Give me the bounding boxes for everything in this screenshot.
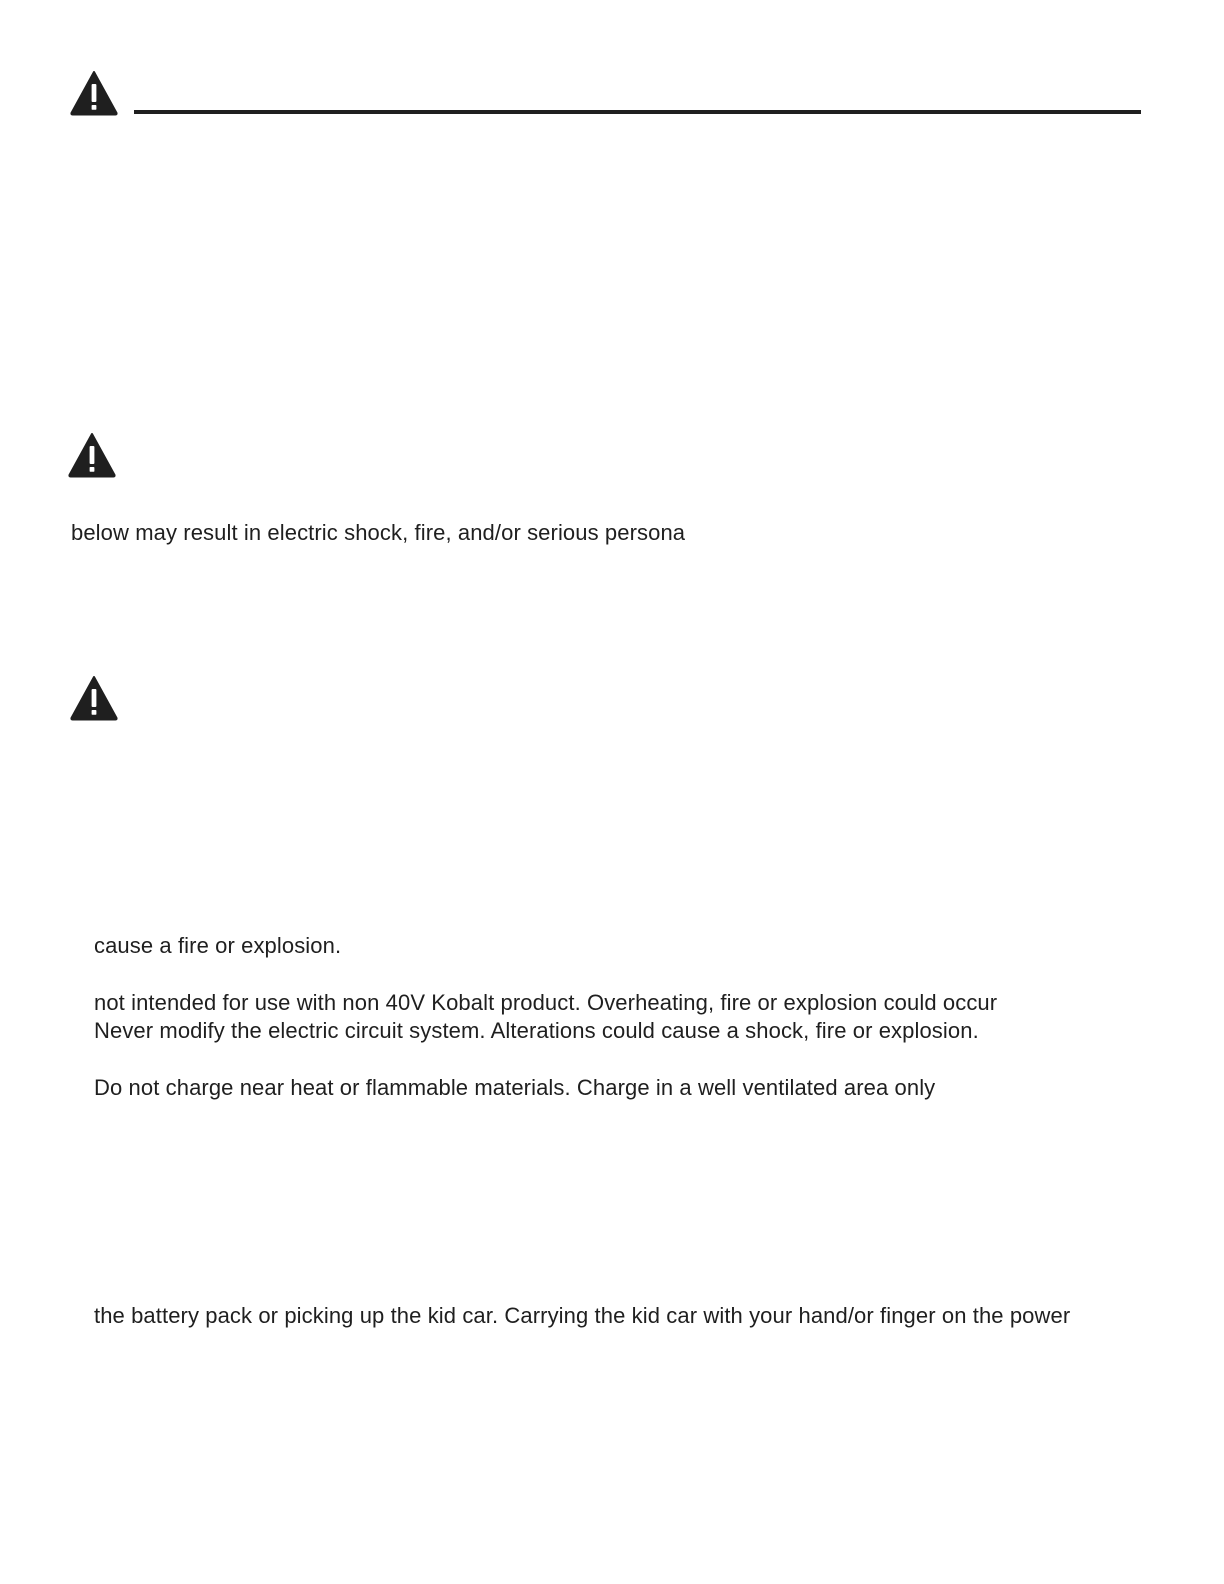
warning-text-line: below may result in electric shock, fire, and/or serious persona bbox=[71, 520, 686, 545]
warning-triangle-icon bbox=[70, 70, 118, 116]
header-rule bbox=[134, 110, 1141, 114]
warning-text-line: the battery pack or picking up the kid car. Carrying the kid car with your hand/or finger on the power bbox=[94, 1303, 1071, 1328]
warning-text-line: not intended for use with non 40V Kobalt product. Overheating, fire or explosion could occur bbox=[94, 990, 998, 1015]
warning-triangle-icon bbox=[70, 675, 118, 721]
warning-text-line: Never modify the electric circuit system. Alterations could cause a shock, fire or explosion. bbox=[94, 1018, 979, 1043]
warning-triangle-icon bbox=[68, 432, 116, 478]
warning-text-line: Do not charge near heat or flammable materials. Charge in a well ventilated area only bbox=[94, 1075, 936, 1100]
warning-text-line: cause a fire or explosion. bbox=[94, 933, 342, 958]
